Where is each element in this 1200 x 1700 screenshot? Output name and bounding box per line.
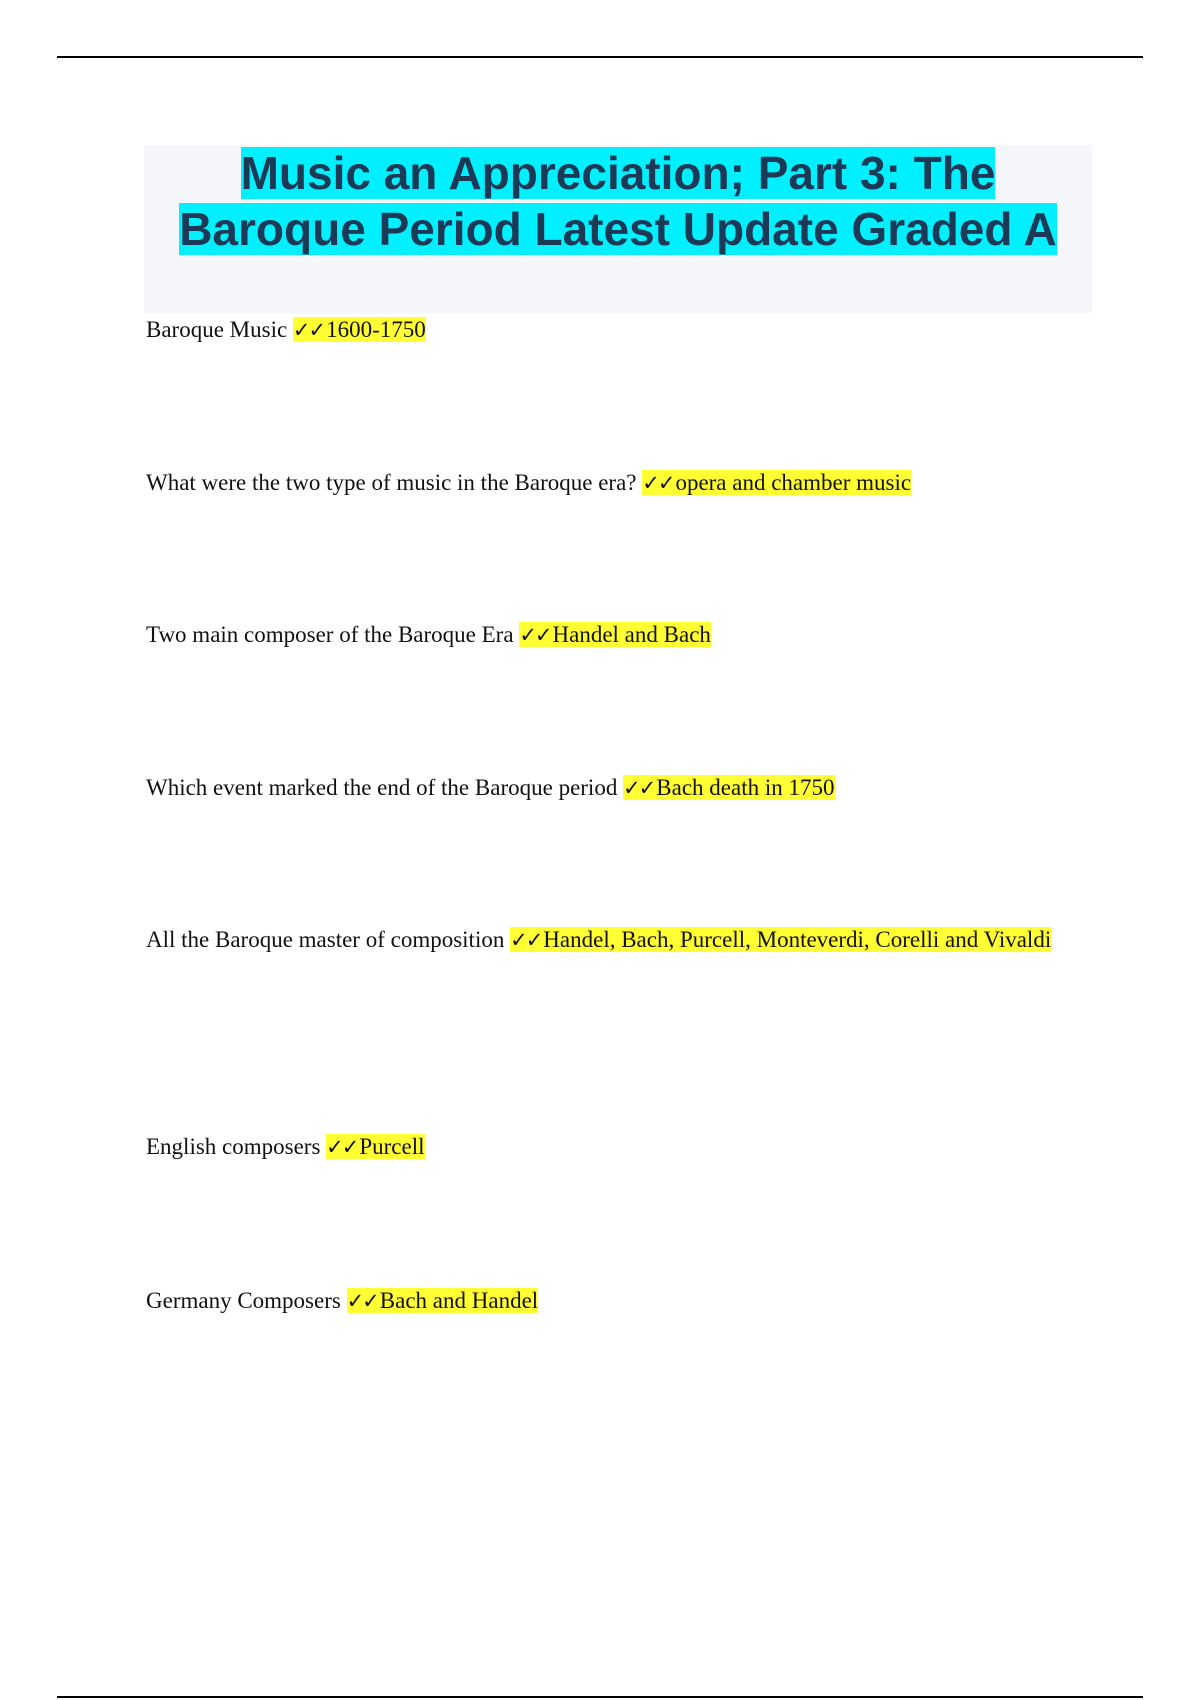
- answer-text: opera and chamber music: [675, 470, 912, 495]
- double-check-icon: ✓✓: [642, 471, 674, 495]
- answer-text: Handel, Bach, Purcell, Monteverdi, Corelli and Vivaldi: [543, 927, 1052, 952]
- answer-text: Purcell: [359, 1134, 425, 1159]
- answer-text: Bach death in 1750: [656, 775, 835, 800]
- double-check-icon: ✓✓: [292, 318, 325, 342]
- answer-text: Bach and Handel: [379, 1288, 539, 1313]
- answer-highlight: [347, 1288, 539, 1313]
- question-text: Two main composer of the Baroque Era: [146, 622, 514, 647]
- answer-highlight: [623, 775, 834, 800]
- double-check-icon: ✓✓: [623, 776, 655, 800]
- qa-item: [146, 909, 1076, 971]
- double-check-icon: ✓✓: [326, 1135, 358, 1159]
- answer-text: 1600-1750: [326, 317, 426, 342]
- qa-item: [146, 1270, 1076, 1332]
- question-text: Which event marked the end of the Baroque period: [146, 775, 618, 800]
- answer-highlight: [510, 927, 1051, 952]
- page-title: [144, 145, 1092, 257]
- double-check-icon: ✓✓: [519, 623, 551, 647]
- qa-item: [146, 1116, 1076, 1178]
- question-text: English composers: [146, 1134, 321, 1159]
- answer-text: Handel and Bach: [552, 622, 711, 647]
- qa-item: [146, 299, 1076, 361]
- answer-highlight: [642, 470, 911, 495]
- page-title-text: Music an Appreciation; Part 3: The Baroque Period Latest Update Graded A: [179, 147, 1057, 255]
- double-check-icon: ✓✓: [346, 1289, 378, 1313]
- question-text: Germany Composers: [146, 1288, 341, 1313]
- question-text: Baroque Music: [146, 317, 288, 342]
- answer-highlight: [293, 317, 426, 342]
- qa-item: [146, 757, 1076, 819]
- question-text: What were the two type of music in the Baroque era?: [146, 470, 637, 495]
- qa-item: [146, 604, 1076, 666]
- qa-item: [146, 452, 1076, 514]
- answer-highlight: [519, 622, 711, 647]
- double-check-icon: ✓✓: [510, 928, 542, 952]
- top-rule: [57, 56, 1143, 58]
- bottom-rule: [57, 1696, 1143, 1698]
- answer-highlight: [326, 1134, 424, 1159]
- question-text: All the Baroque master of composition: [146, 927, 505, 952]
